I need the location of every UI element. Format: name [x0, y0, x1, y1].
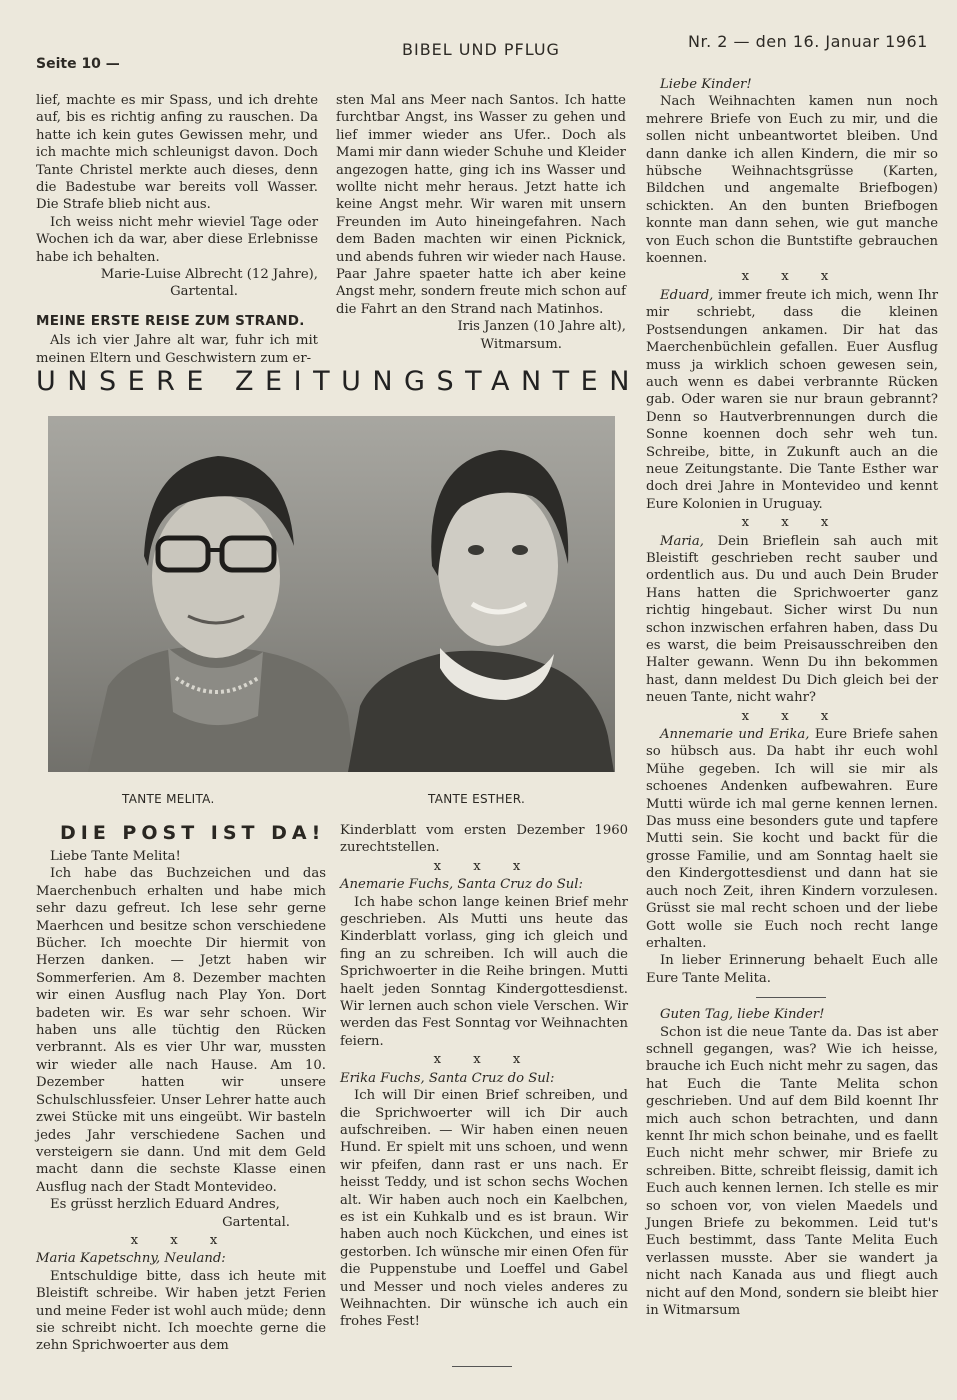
addressee-name: Annemarie und Erika,	[660, 727, 810, 743]
portrait-photo-drawing	[48, 416, 615, 772]
caption-right: TANTE ESTHER.	[428, 792, 526, 806]
letter-paragraph: Ich habe das Buchzeichen und das Maerchenbuch erhalten und habe mich sehr dazu gefreut. Ich lese sehr gerne Maerhcen und besitze schon verschiedene Bücher. Ich moechte Dir hiermit von Herzen danken. — Jetzt haben wir Sommerferien. Am 8. Dezember machten wir einen Ausflug nach Play Yon. Dort badeten wir. Es war sehr schoen. Wir haben uns alle tüchtig den Rücken verbrannt. Als es vier Uhr war, mussten wir wieder alle nach Hause. Am 10. Dezember hatten wir unsere Schulschlussfeier. Unser Lehrer hatte auch zwei Stücke mit uns eingeübt. Wir basteln jedes Jahr verschiedene Sachen und versteigern sie dann. Und mit dem Geld macht dann die sechste Klasse einen Ausflug nach der Stadt Montevideo.	[36, 866, 326, 1195]
story-paragraph: Als ich vier Jahre alt war, fuhr ich mit meinen Eltern und Geschwistern zum er-	[36, 333, 318, 366]
letter-paragraph	[646, 287, 938, 513]
caption-left: TANTE MELITA.	[122, 792, 215, 806]
signature-place: Witmarsum.	[480, 336, 562, 352]
divider-rule	[756, 997, 826, 998]
story-paragraph: lief, machte es mir Spass, und ich drehte auf, bis es richtig anfing zu rauschen. Da hatte ich kein gutes Gewissen mehr, und ich machte mich schleunigst davon. Doch Tante Christel merkte auch dieses, denn die Badestube war bereits voll Wasser. Die Strafe blieb nicht aus.	[36, 93, 318, 213]
letter-greeting: Liebe Kinder!	[660, 77, 752, 92]
post-heading: DIE POST IST DA!	[60, 822, 326, 844]
letter-closing: Es grüsst herzlich Eduard Andres,	[50, 1197, 280, 1213]
letter-heading: Erika Fuchs, Santa Cruz do Sul:	[340, 1070, 555, 1086]
letter-paragraph	[646, 533, 938, 707]
letter-heading: Maria Kapetschny, Neuland:	[36, 1251, 226, 1267]
letter-paragraph: Nach Weihnachten kamen nun noch mehrere Briefe von Euch zu mir, und die sollen nicht unbeantwortet bleiben. Und dann danke ich allen Kindern, die mir so hübsche Weihnachtsgrüsse (Karten, Bildchen und angemalte Briefbogen) schickten. An den bunten Briefbogen konnte man dann sehen, wie gut manche von Euch schon die Buntstifte gebrauchen koennen.	[646, 94, 938, 267]
separator: x x x	[433, 858, 535, 874]
letter-paragraph	[646, 726, 938, 952]
story-paragraph: sten Mal ans Meer nach Santos. Ich hatte furchtbar Angst, ins Wasser zu gehen und lief immer wieder ans Ufer.. Doch als Mami mir dann wieder Schuhe und Kleider angezogen hatte, ging ich ins Wasser und wollte nicht mehr heraus. Jetzt hatte ich keine Angst mehr. Wir waren mit unsern Freunden im Auto hineingefahren. Nach dem Baden machten wir einen Picknick, und abends fuhren wir wieder nach Hause. Paar Jahre spaeter hatte ich aber keine Angst mehr, sondern freute mich schon auf die Fahrt an den Strand nach Matinhos.	[336, 93, 626, 317]
letter-paragraph: Entschuldige bitte, dass ich heute mit Bleistift schreibe. Wir haben jetzt Ferien und meine Feder ist wohl auch müde; denn sie schreibt nicht. Ich moechte gerne die zehn Sprichwoerter aus dem	[36, 1268, 326, 1354]
addressee-name: Maria,	[660, 533, 704, 549]
addressee-name: Eduard,	[660, 287, 714, 303]
letter-place: Gartental.	[222, 1214, 290, 1230]
story-paragraph: Ich weiss nicht mehr wieviel Tage oder Wochen ich da war, aber diese Erlebnisse habe ich behalten.	[36, 214, 318, 265]
signature	[36, 266, 318, 301]
separator: x x x	[741, 708, 843, 724]
page-number: Seite 10 —	[36, 56, 120, 72]
letter-paragraph: In lieber Erinnerung behaelt Euch alle Eure Tante Melita.	[646, 953, 938, 986]
column-3	[646, 76, 938, 1319]
separator: x x x	[130, 1232, 232, 1248]
portrait-photo	[48, 416, 615, 772]
signature-place: Gartental.	[170, 284, 238, 300]
letter-greeting: Liebe Tante Melita!	[50, 849, 181, 864]
letter-paragraph: Ich habe schon lange keinen Brief mehr geschrieben. Als Mutti uns heute das Kinderblatt vorlass, ging ich gleich und fing an zu schreiben. Ich will auch die Sprichwoerter in die Reihe bringen. Mutti haelt jeden Sonntag Kindergottesdienst. Wir lernen auch schon viele Verschen. Wir werden das Fest Sonntag vor Weihnachten feiern.	[340, 894, 628, 1049]
issue-date: Nr. 2 — den 16. Januar 1961	[688, 32, 928, 51]
reply-text: Dein Brieflein sah auch mit Bleistift geschrieben recht sauber und ordentlich aus. Du und auch Dein Bruder Hans hatten die Sprichwoerter ganz richtig hingebaut. Sicher wirst Du nun schon inzwischen erfahren haben, dass Du es warst, die beim Preisausschreiben den Halter gewann. Wenn Du ihn bekommen hast, dann meldest Du Dich gleich bei der neuen Tante, nicht wahr?	[646, 533, 938, 706]
column-1-bottom	[36, 848, 326, 1355]
letter-paragraph: Kinderblatt vom ersten Dezember 1960 zurechtstellen.	[340, 823, 628, 856]
column-2-top	[336, 92, 626, 353]
column-1-top	[36, 92, 318, 367]
signature-name: Iris Janzen (10 Jahre alt),	[457, 319, 626, 335]
end-rule	[452, 1366, 512, 1367]
column-2-bottom	[340, 822, 628, 1331]
reply-text: Eure Briefe sahen so hübsch aus. Da habt ihr euch wohl Mühe gegeben. Ich will sie mir als schoenes Andenken aufbewahren. Eure Mutti würde ich mal gerne kennen lernen. Das muss eine besonders gute und tapfere Mutti sein. Sie kocht und backt für die grosse Familie, und am Sonntag haelt sie den Kindergottesdienst und dann hat sie auch noch Zeit, ihren Kindern vorzulesen. Grüsst sie mal recht schoen und der liebe Gott wolle sie Euch noch recht lange erhalten.	[646, 727, 938, 951]
separator: x x x	[741, 515, 843, 531]
separator: x x x	[433, 1052, 535, 1068]
letter-heading: Anemarie Fuchs, Santa Cruz do Sul:	[340, 877, 583, 893]
letter-greeting: Guten Tag, liebe Kinder!	[660, 1007, 825, 1023]
signature-name: Marie-Luise Albrecht (12 Jahre),	[100, 267, 318, 283]
separator: x x x	[741, 269, 843, 285]
story-heading: MEINE ERSTE REISE ZUM STRAND.	[36, 312, 305, 329]
section-title: UNSERE ZEITUNGSTANTEN	[36, 366, 641, 397]
signature	[336, 318, 626, 353]
letter-paragraph: Ich will Dir einen Brief schreiben, und die Sprichwoerter will ich Dir auch aufschreiben. — Wir haben einen neuen Hund. Er spielt mit uns schoen, und wenn wir pfeifen, dann rast er uns nach. Er heisst Teddy, und ist schon sechs Wochen alt. Wir haben auch noch ein Kaelbchen, es ist ein Kuhkalb und es ist braun. Wir haben auch noch Kückchen, und eines ist gestorben. Ich wünsche mir einen Ofen für die Puppenstube und Loeffel und Gabel und Messer und noch vieles anderes zu Weihnachten. Dir wünsche ich auch ein frohes Fest!	[340, 1088, 628, 1330]
publication-title: BIBEL UND PFLUG	[402, 40, 560, 59]
reply-text: immer freute ich mich, wenn Ihr mir schriebt, dass die kleinen Postsendungen ankamen. Dir hat das Maerchenbüchlein gefallen. Euer Ausflug muss ja wirklich schoen gewesen sein, auch wenn es dabei verbrannte Rücken gab. Oder waren sie nur braun gebrannt? Denn so Hautverbrennungen durch die Sonne koennen doch sehr weh tun. Schreibe, bitte, in Zukunft auch an die neue Zeitungstante. Die Tante Esther war doch drei Jahre in Montevideo und kennt Eure Kolonien in Uruguay.	[646, 287, 938, 512]
letter-paragraph: Schon ist die neue Tante da. Das ist aber schnell gegangen, was? Wie ich heisse, brauche ich Euch nicht mehr zu sagen, das hat Euch die Tante Melita schon geschrieben. Und auf dem Bild koennt Ihr mich auch schon betrachten, und dann kennt Ihr mich schon beinahe, und es faellt Euch nicht mehr schwer, mir Briefe zu schreiben. Bitte, schreibt fleissig, damit ich Euch auch kennen lernen. Ich stelle es mir so schoen vor, von vielen Maedels und Jungen Briefe zu bekommen. Leid tut's Euch bestimmt, dass Tante Melita Euch verlassen musste. Aber sie wandert ja nicht nach Kanada aus und fliegt auch nicht auf den Mond, sondern sie bleibt hier in Witmarsum	[646, 1024, 938, 1319]
